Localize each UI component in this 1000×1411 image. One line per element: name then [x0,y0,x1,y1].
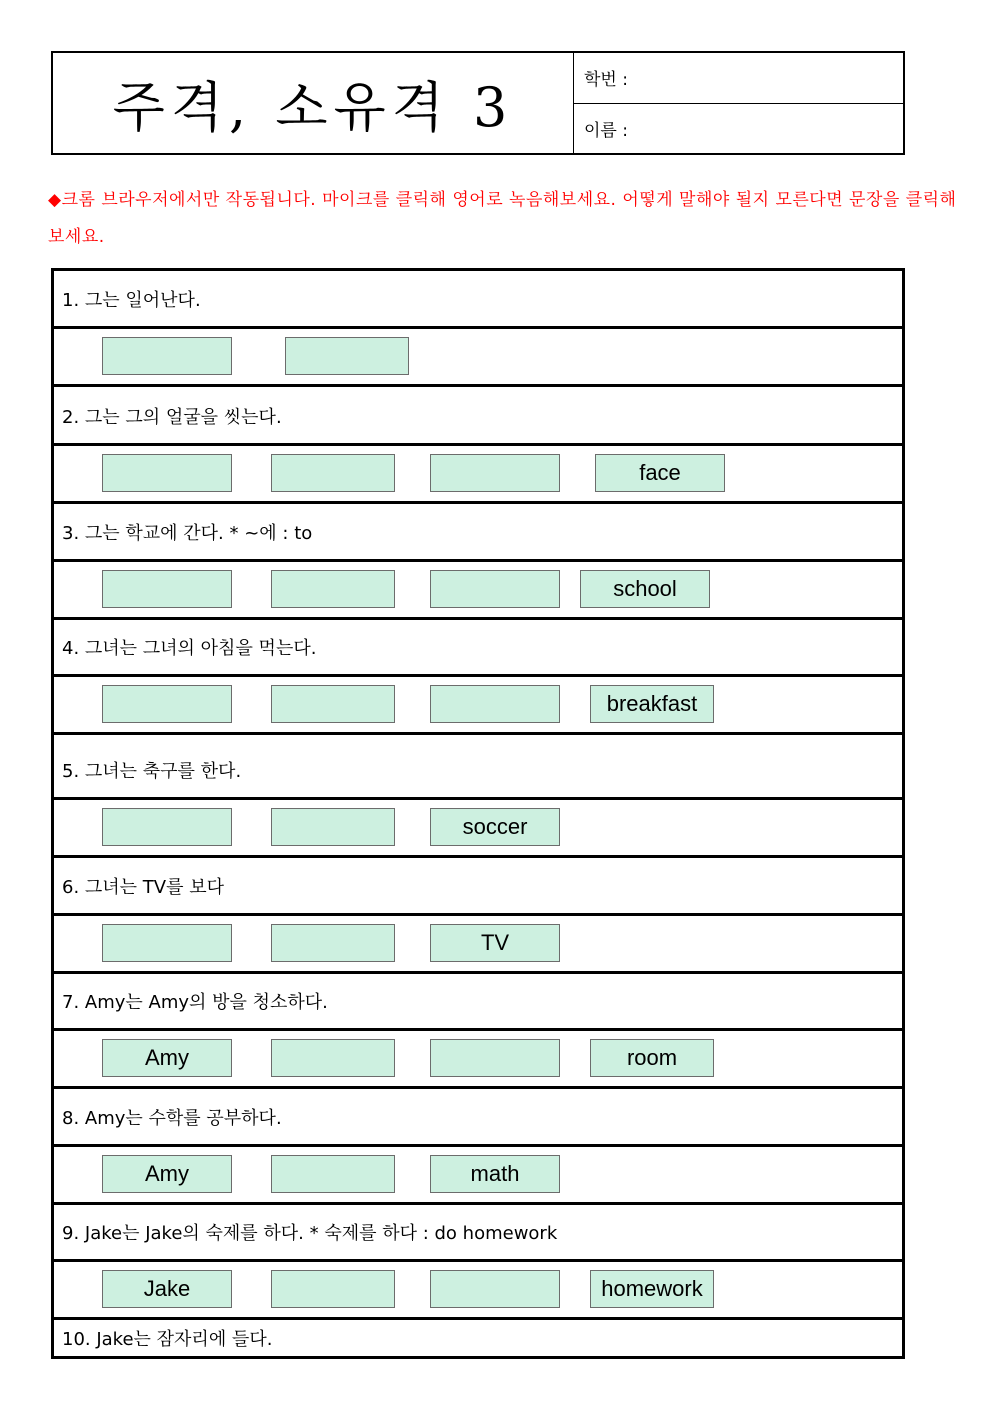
student-info [574,53,903,153]
word-tile[interactable]: breakfast [590,685,714,723]
word-tile[interactable]: Amy [102,1039,232,1077]
word-tile[interactable]: Amy [102,1155,232,1193]
name-field [574,103,903,154]
title-cell [53,53,574,153]
word-tile[interactable]: TV [430,924,560,962]
word-blank[interactable] [430,1270,560,1308]
word-blank[interactable] [271,685,395,723]
answer-row [54,1147,902,1205]
question-row [54,1204,902,1262]
answer-row [54,677,902,735]
answer-row [54,329,902,387]
word-blank[interactable] [271,1270,395,1308]
word-blank[interactable] [102,924,232,962]
question-table [51,268,905,1359]
question-sentence[interactable]: 5. 그녀는 축구를 한다. [62,760,242,782]
word-tile[interactable]: face [595,454,725,492]
question-row [54,271,902,329]
question-row [54,858,902,916]
word-blank[interactable] [271,1039,395,1077]
word-blank[interactable] [102,337,232,375]
name-label: 이름 : [584,120,628,141]
word-blank[interactable] [430,454,560,492]
student-id-field [574,53,903,103]
page-title: 주격, 소유격 3 [112,75,514,139]
question-row [54,619,902,677]
question-sentence[interactable]: 1. 그는 일어난다. [62,289,201,311]
question-row [54,1320,902,1356]
word-tile[interactable]: math [430,1155,560,1193]
question-row [54,504,902,562]
word-blank[interactable] [271,570,395,608]
word-tile[interactable]: school [580,570,710,608]
answer-row [54,800,902,858]
instruction-notice: ◆크롬 브라우저에서만 작동됩니다. 마이크를 클릭해 영어로 녹음해보세요. 어떻게 말해야 될지 모른다면 문장을 클릭해보세요. [48,190,957,247]
word-blank[interactable] [102,454,232,492]
word-blank[interactable] [271,1155,395,1193]
question-sentence[interactable]: 6. 그녀는 TV를 보다 [62,876,224,898]
question-row [54,1089,902,1147]
word-blank[interactable] [430,1039,560,1077]
question-sentence[interactable]: 10. Jake는 잠자리에 들다. [62,1329,273,1350]
question-sentence[interactable]: 4. 그녀는 그녀의 아침을 먹는다. [62,637,317,659]
question-sentence[interactable]: 2. 그는 그의 얼굴을 씻는다. [62,406,282,428]
word-blank[interactable] [102,685,232,723]
question-sentence[interactable]: 7. Amy는 Amy의 방을 청소하다. [62,991,328,1013]
worksheet-header [51,51,905,155]
word-blank[interactable] [271,924,395,962]
word-blank[interactable] [102,808,232,846]
question-row [54,973,902,1031]
word-blank[interactable] [430,685,560,723]
word-blank[interactable] [102,570,232,608]
answer-row [54,1262,902,1320]
answer-row [54,446,902,504]
word-blank[interactable] [430,570,560,608]
question-sentence[interactable]: 8. Amy는 수학를 공부하다. [62,1107,282,1129]
question-row [54,742,902,800]
word-tile[interactable]: soccer [430,808,560,846]
question-sentence[interactable]: 9. Jake는 Jake의 숙제를 하다. * 숙제를 하다 : do homework [62,1222,558,1244]
word-tile[interactable]: homework [590,1270,714,1308]
word-blank[interactable] [271,454,395,492]
question-sentence[interactable]: 3. 그는 학교에 간다. * ~에 : to [62,522,313,544]
answer-row [54,1031,902,1089]
question-row [54,388,902,446]
word-blank[interactable] [285,337,409,375]
student-id-label: 학번 : [584,70,628,91]
answer-row [54,916,902,974]
word-tile[interactable]: room [590,1039,714,1077]
word-tile[interactable]: Jake [102,1270,232,1308]
word-blank[interactable] [271,808,395,846]
answer-row [54,562,902,620]
